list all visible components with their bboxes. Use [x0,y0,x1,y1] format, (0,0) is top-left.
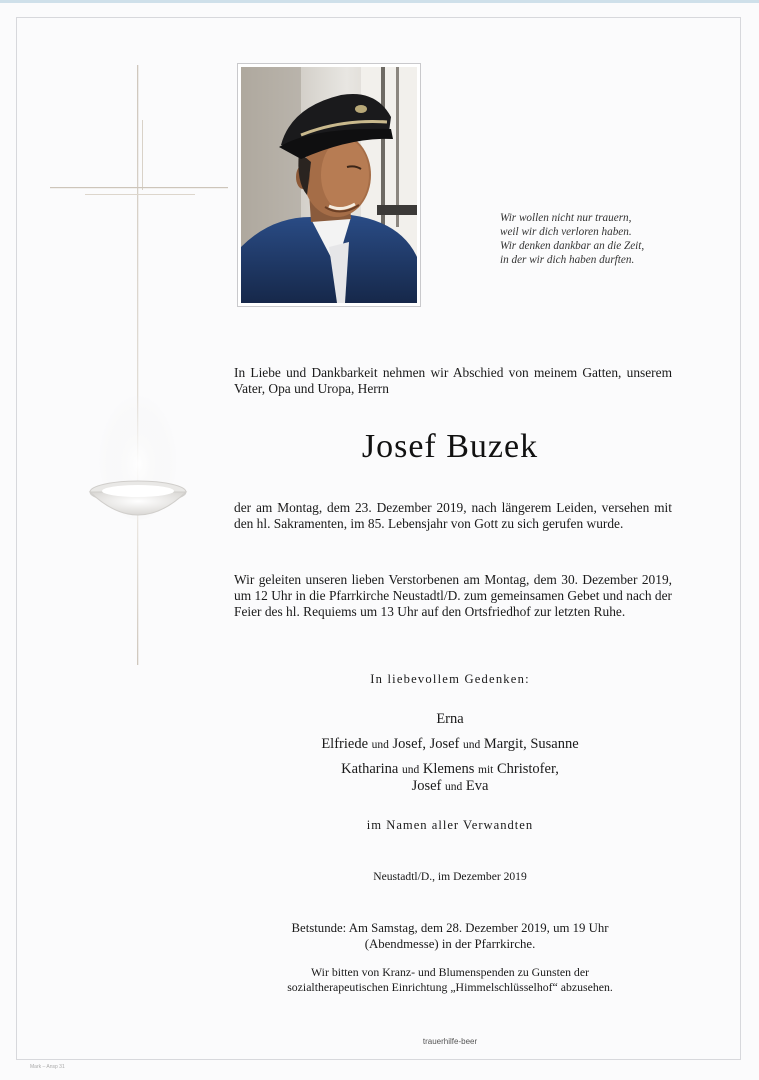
family-line-4 [234,775,666,798]
family-line-1 [234,708,666,730]
family-name: Christofer, [496,761,559,777]
family-name: Josef [411,778,442,794]
family-name: Josef, Josef [392,736,460,752]
funeral-paragraph: Wir geleiten unseren lieben Verstorbenen am Montag, dem 30. Dezember 2019, um 12 Uhr in die Pfarrkirche Neustadtl/D. zum gemeinsamen Gebet und nach der Feier des hl. Requiems um 13 Uhr auf den Ortsfriedhof zur letzten Ruhe. [234,572,672,619]
quote-line: weil wir dich verloren haben. [500,226,632,238]
intro-paragraph: In Liebe und Dankbarkeit nehmen wir Abschied von meinem Gatten, unserem Vater, Opa und Uropa, Herrn [234,365,672,396]
donation-note [234,965,666,995]
prayer-hour-note [234,920,666,952]
quote-line: Wir denken dankbar an die Zeit, [500,240,645,252]
family-connector: und [445,781,463,793]
family-name: Eva [465,778,489,794]
relatives-note: im Namen aller Verwandten [366,818,534,832]
portrait-image [241,67,417,303]
family-name: Erna [436,711,464,727]
portrait-photo [237,63,421,307]
family-connector: und [371,739,389,751]
prayer-hour-line: Betstunde: Am Samstag, dem 28. Dezember 2019, um 19 Uhr [291,921,609,935]
cross-decoration-icon [40,60,240,680]
donation-line: sozialtherapeutischen Einrichtung „Himmelschlüsselhof“ abzusehen. [287,980,613,994]
family-connector: und [401,764,420,776]
memorial-quote [500,211,700,267]
family-line-2 [234,733,666,756]
donation-line: Wir bitten von Kranz- und Blumenspenden zu Gunsten der [311,965,589,979]
top-strip [0,0,759,3]
family-name: Margit, Susanne [483,736,579,752]
family-name: Elfriede [321,736,369,752]
quote-line: in der wir dich haben durften. [500,254,635,266]
family-name: Katharina [341,761,399,777]
print-code: Mark – Ansp 31 [30,1064,65,1070]
family-name: Klemens [422,761,475,777]
death-paragraph: der am Montag, dem 23. Dezember 2019, nach längerem Leiden, versehen mit den hl. Sakramenten, im 85. Lebensjahr von Gott zu sich gerufen wurde. [234,500,672,531]
family-connector: und [463,739,481,751]
place-date: Neustadtl/D., im Dezember 2019 [373,870,527,883]
prayer-hour-line: (Abendmesse) in der Pfarrkirche. [364,937,536,951]
publisher-footer: trauerhilfe-beer [422,1037,478,1046]
family-connector: mit [478,764,494,776]
deceased-name: Josef Buzek [361,428,539,465]
gedenken-heading: In liebevollem Gedenken: [370,672,530,686]
quote-line: Wir wollen nicht nur trauern, [500,212,632,224]
